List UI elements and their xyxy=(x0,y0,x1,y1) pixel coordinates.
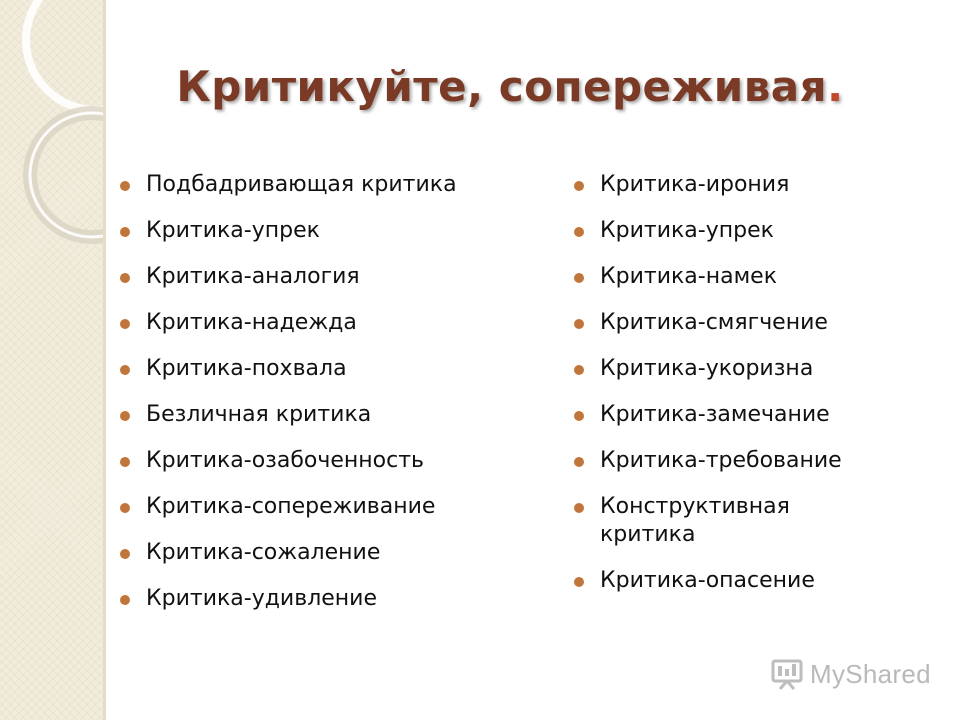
list-item xyxy=(572,355,932,383)
list-item xyxy=(118,539,548,567)
watermark-text: MyShared xyxy=(810,658,931,689)
list-item xyxy=(572,447,932,475)
list-item-text: Подбадривающая критика xyxy=(146,172,457,197)
list-item-text: Критика-надежда xyxy=(146,310,357,335)
decorative-side-band xyxy=(0,0,106,720)
list-item-text: Критика-замечание xyxy=(600,402,830,427)
bullet-icon xyxy=(120,273,130,283)
list-item-text: Критика-опасение xyxy=(600,568,815,593)
list-item xyxy=(118,263,548,291)
list-item-text: Критика-ирония xyxy=(600,172,790,197)
bullet-icon xyxy=(120,549,130,559)
bullet-icon xyxy=(574,319,584,329)
list-item xyxy=(572,567,932,595)
bullet-icon xyxy=(574,181,584,191)
list-item-text: Критика-сопереживание xyxy=(146,494,436,519)
list-item xyxy=(118,171,548,199)
list-item xyxy=(118,309,548,337)
bullet-icon xyxy=(574,273,584,283)
bullet-icon xyxy=(120,319,130,329)
bullet-icon xyxy=(120,181,130,191)
bullet-icon xyxy=(120,503,130,513)
decorative-circles-icon xyxy=(0,0,106,720)
list-item xyxy=(118,355,548,383)
bullet-icon xyxy=(574,365,584,375)
bullet-icon xyxy=(120,365,130,375)
list-item-text: Критика-требование xyxy=(600,448,842,473)
bullet-icon xyxy=(120,411,130,421)
list-item xyxy=(118,447,548,475)
presentation-board-icon xyxy=(770,658,804,690)
list-item-text: Критика-сожаление xyxy=(146,540,381,565)
list-item-text: Конструктивная критика xyxy=(600,494,790,547)
bullet-icon xyxy=(574,227,584,237)
list-item-text: Критика-упрек xyxy=(146,218,320,243)
bullet-icon xyxy=(120,595,130,605)
list-item xyxy=(572,493,932,549)
list-item-text: Критика-намек xyxy=(600,264,777,289)
list-item xyxy=(572,263,932,291)
bullet-icon xyxy=(574,577,584,587)
left-bullet-list xyxy=(118,171,548,631)
bullet-icon xyxy=(574,503,584,513)
list-item xyxy=(572,217,932,245)
list-item xyxy=(572,171,932,199)
list-item-text: Критика-удивление xyxy=(146,586,378,611)
list-item xyxy=(118,217,548,245)
right-bullet-list xyxy=(572,171,932,613)
list-item-text: Критика-упрек xyxy=(600,218,774,243)
band-edge xyxy=(103,0,106,720)
list-item-text: Критика-смягчение xyxy=(600,310,828,335)
bullet-icon xyxy=(574,411,584,421)
list-item-text: Критика-похвала xyxy=(146,356,347,381)
bullet-icon xyxy=(574,457,584,467)
slide-title-punctuation: . xyxy=(827,62,844,111)
slide-title xyxy=(140,62,880,111)
list-item xyxy=(118,493,548,521)
list-item xyxy=(572,309,932,337)
list-item-text: Критика-озабоченность xyxy=(146,448,425,473)
list-item-text: Критика-аналогия xyxy=(146,264,360,289)
myshared-watermark xyxy=(770,656,931,692)
list-item xyxy=(572,401,932,429)
slide-title-text: Критикуйте, сопереживая xyxy=(176,62,828,111)
list-item-text: Критика-укоризна xyxy=(600,356,814,381)
bullet-icon xyxy=(120,227,130,237)
list-item-text: Безличная критика xyxy=(146,402,372,427)
bullet-icon xyxy=(120,457,130,467)
list-item xyxy=(118,401,548,429)
list-item xyxy=(118,585,548,613)
